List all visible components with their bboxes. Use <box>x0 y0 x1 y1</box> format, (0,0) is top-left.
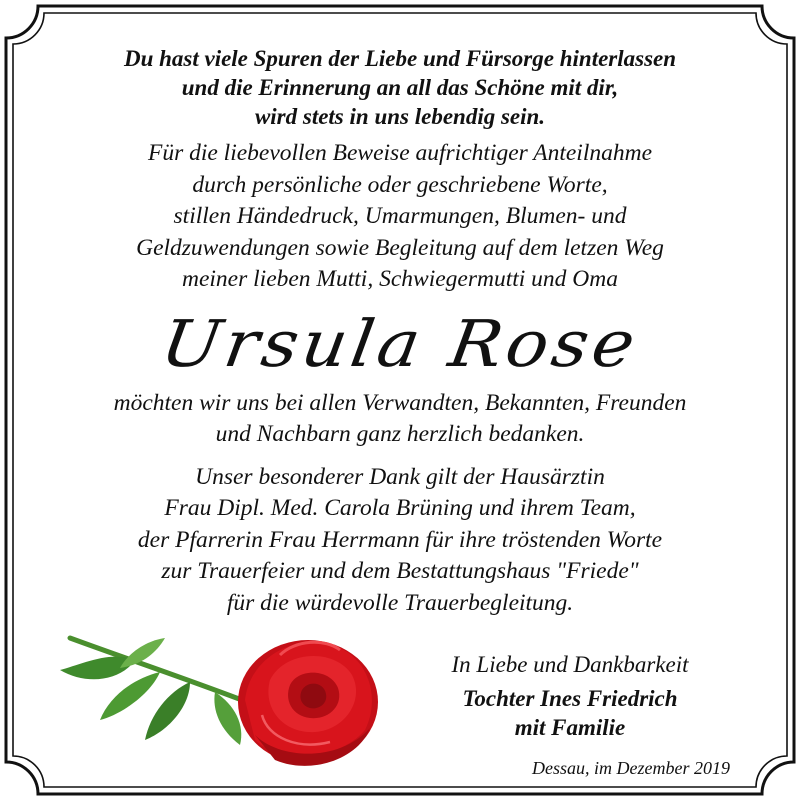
thanks-line: meiner lieben Mutti, Schwiegermutti und Oma <box>182 266 618 292</box>
special-line: für die würdevolle Trauerbegleitung. <box>226 589 574 616</box>
special-line: der Pfarrerin Frau Herrmann für ihre tröstenden Worte <box>137 526 663 553</box>
thanks-line: Geldzuwendungen sowie Begleitung auf dem letzen Weg <box>136 234 664 261</box>
special-thanks-paragraph <box>30 462 770 620</box>
special-line: Unser besonderer Dank gilt der Hausärztin <box>195 463 605 490</box>
thanks-paragraph <box>30 138 770 296</box>
family-name-line: mit Familie <box>514 715 626 740</box>
thanks-line: durch persönliche oder geschriebene Worte, <box>192 171 608 198</box>
thanks-line: Für die liebevollen Beweise aufrichtiger Anteilnahme <box>147 140 653 166</box>
regards-line: In Liebe und Dankbarkeit <box>451 652 689 677</box>
intro-line: wird stets in uns lebendig sein. <box>254 104 546 129</box>
closing-line: und Nachbarn ganz herzlich bedanken. <box>215 421 585 447</box>
signature-block <box>400 650 740 742</box>
special-line: zur Trauerfeier und dem Bestattungshaus "Friede" <box>161 558 639 584</box>
family-name-line: Tochter Ines Friedrich <box>462 686 678 711</box>
thanks-line: stillen Händedruck, Umarmungen, Blumen- und <box>173 203 627 229</box>
intro-verse <box>30 44 770 131</box>
deceased-name-block <box>30 302 770 386</box>
rose-icon <box>40 610 400 780</box>
closing-line: möchten wir uns bei allen Verwandten, Bekannten, Freunden <box>113 389 687 416</box>
special-line: Frau Dipl. Med. Carola Brüning und ihrem Team, <box>164 495 636 521</box>
closing-paragraph <box>30 388 770 451</box>
deceased-name: Ursula Rose <box>156 305 644 382</box>
place-date: Dessau, im Dezember 2019 <box>532 758 730 778</box>
intro-line: Du hast viele Spuren der Liebe und Fürsorge hinterlassen <box>123 46 677 71</box>
message-body <box>30 44 770 619</box>
intro-line: und die Erinnerung an all das Schöne mit dir, <box>181 75 619 100</box>
